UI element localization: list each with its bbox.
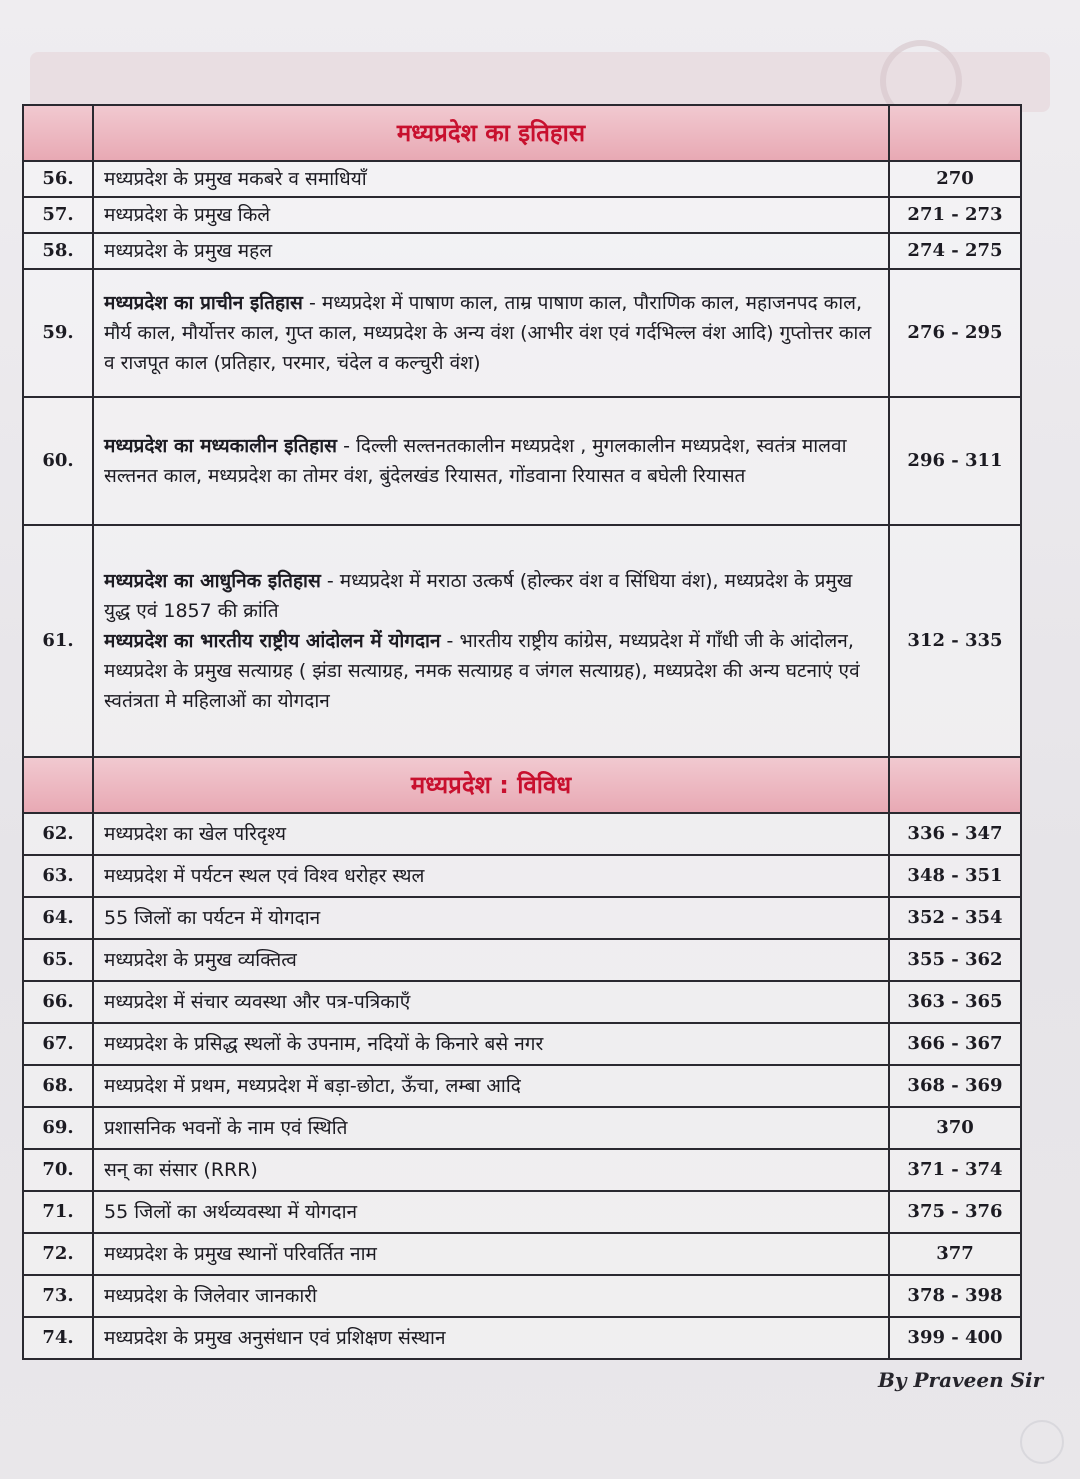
row-topic: मध्यप्रदेश के प्रमुख अनुसंधान एवं प्रशिक्षण संस्थान [93, 1317, 889, 1359]
row-pages: 375 - 376 [889, 1191, 1021, 1233]
table-row [23, 197, 1021, 233]
table-row [23, 981, 1021, 1023]
row-number: 63. [23, 855, 93, 897]
row-pages: 399 - 400 [889, 1317, 1021, 1359]
row-pages: 363 - 365 [889, 981, 1021, 1023]
table-row [23, 269, 1021, 397]
row-topic-lead: मध्यप्रदेश का आधुनिक इतिहास [104, 570, 321, 592]
row-number: 72. [23, 1233, 93, 1275]
row-number: 64. [23, 897, 93, 939]
row-number: 67. [23, 1023, 93, 1065]
table-row [23, 397, 1021, 525]
row-number: 65. [23, 939, 93, 981]
row-topic: 55 जिलों का पर्यटन में योगदान [93, 897, 889, 939]
row-pages: 378 - 398 [889, 1275, 1021, 1317]
row-topic-lead: मध्यप्रदेश का भारतीय राष्ट्रीय आंदोलन में योगदान [104, 630, 441, 652]
author-byline: By Praveen Sir [878, 1368, 1044, 1392]
row-topic: मध्यप्रदेश के प्रसिद्ध स्थलों के उपनाम, नदियों के किनारे बसे नगर [93, 1023, 889, 1065]
row-topic-detail: - मध्यप्रदेश में पाषाण काल, ताम्र पाषाण काल, पौराणिक काल, महाजनपद काल, मौर्य काल, मौर्योत्तर काल, गुप्त काल, मध्यप्रदेश के अन्य वंश (आभीर वंश एवं गर्दभिल्ल वंश आदि) गुप्तोत्तर काल व राजपूत काल (प्रतिहार, परमार, चंदेल व कल्चुरी वंश) [104, 292, 872, 374]
row-topic: मध्यप्रदेश में प्रथम, मध्यप्रदेश में बड़ा-छोटा, ऊँचा, लम्बा आदि [93, 1065, 889, 1107]
row-pages: 271 - 273 [889, 197, 1021, 233]
section-title: मध्यप्रदेश : विविध [93, 757, 889, 813]
row-topic-lead: मध्यप्रदेश का प्राचीन इतिहास [104, 292, 303, 314]
table-row [23, 1065, 1021, 1107]
section-header-miscellaneous [23, 757, 1021, 813]
table-row [23, 1191, 1021, 1233]
row-pages: 274 - 275 [889, 233, 1021, 269]
table-row [23, 525, 1021, 757]
row-topic: मध्यप्रदेश के जिलेवार जानकारी [93, 1275, 889, 1317]
table-row [23, 855, 1021, 897]
row-number: 59. [23, 269, 93, 397]
table-row [23, 1023, 1021, 1065]
table-row [23, 939, 1021, 981]
row-pages: 371 - 374 [889, 1149, 1021, 1191]
row-pages: 276 - 295 [889, 269, 1021, 397]
row-number: 69. [23, 1107, 93, 1149]
row-topic [93, 525, 889, 757]
table-row [23, 897, 1021, 939]
row-pages: 370 [889, 1107, 1021, 1149]
row-number: 74. [23, 1317, 93, 1359]
row-number: 66. [23, 981, 93, 1023]
table-row [23, 233, 1021, 269]
row-topic: 55 जिलों का अर्थव्यवस्था में योगदान [93, 1191, 889, 1233]
row-topic: मध्यप्रदेश में संचार व्यवस्था और पत्र-पत्रिकाएँ [93, 981, 889, 1023]
row-topic [93, 269, 889, 397]
row-pages: 270 [889, 161, 1021, 197]
row-topic: मध्यप्रदेश के प्रमुख स्थानों परिवर्तित नाम [93, 1233, 889, 1275]
row-number: 71. [23, 1191, 93, 1233]
row-pages: 296 - 311 [889, 397, 1021, 525]
table-row [23, 1149, 1021, 1191]
row-topic [93, 397, 889, 525]
row-number: 60. [23, 397, 93, 525]
row-number: 58. [23, 233, 93, 269]
section-title: मध्यप्रदेश का इतिहास [93, 105, 889, 161]
table-row [23, 1107, 1021, 1149]
row-pages: 366 - 367 [889, 1023, 1021, 1065]
contents-table-wrapper [22, 104, 1022, 1360]
table-row [23, 161, 1021, 197]
table-row [23, 1275, 1021, 1317]
row-number: 73. [23, 1275, 93, 1317]
row-topic: मध्यप्रदेश का खेल परिदृश्य [93, 813, 889, 855]
row-topic-detail: - दिल्ली सल्तनतकालीन मध्यप्रदेश , मुगलकालीन मध्यप्रदेश, स्वतंत्र मालवा सल्तनत काल, मध्यप्रदेश का तोमर वंश, बुंदेलखंड रियासत, गोंडवाना रियासत व बघेली रियासत [104, 435, 847, 487]
table-row [23, 1233, 1021, 1275]
row-topic: मध्यप्रदेश के प्रमुख महल [93, 233, 889, 269]
row-topic-detail: - मध्यप्रदेश में मराठा उत्कर्ष (होल्कर वंश व सिंधिया वंश), मध्यप्रदेश के प्रमुख युद्ध एवं 1857 की क्रांति [104, 570, 853, 622]
row-pages: 368 - 369 [889, 1065, 1021, 1107]
row-pages: 312 - 335 [889, 525, 1021, 757]
row-number: 68. [23, 1065, 93, 1107]
row-topic: मध्यप्रदेश के प्रमुख मकबरे व समाधियाँ [93, 161, 889, 197]
row-number: 62. [23, 813, 93, 855]
row-pages: 377 [889, 1233, 1021, 1275]
section-header-history [23, 105, 1021, 161]
row-topic: मध्यप्रदेश में पर्यटन स्थल एवं विश्व धरोहर स्थल [93, 855, 889, 897]
row-number: 61. [23, 525, 93, 757]
row-number: 56. [23, 161, 93, 197]
row-pages: 352 - 354 [889, 897, 1021, 939]
row-topic-detail: - भारतीय राष्ट्रीय कांग्रेस, मध्यप्रदेश में गाँधी जी के आंदोलन, मध्यप्रदेश के प्रमुख सत्याग्रह ( झंडा सत्याग्रह, नमक सत्याग्रह व जंगल सत्याग्रह), मध्यप्रदेश की अन्य घटनाएं एवं स्वतंत्रता मे महिलाओं का योगदान [104, 630, 860, 712]
row-pages: 355 - 362 [889, 939, 1021, 981]
row-topic: प्रशासनिक भवनों के नाम एवं स्थिति [93, 1107, 889, 1149]
contents-table [22, 104, 1022, 1360]
row-pages: 348 - 351 [889, 855, 1021, 897]
row-topic-lead: मध्यप्रदेश का मध्यकालीन इतिहास [104, 435, 338, 457]
page-corner-decoration [1020, 1420, 1064, 1464]
row-number: 57. [23, 197, 93, 233]
table-row [23, 1317, 1021, 1359]
row-topic: मध्यप्रदेश के प्रमुख व्यक्तित्व [93, 939, 889, 981]
row-topic: सन् का संसार (RRR) [93, 1149, 889, 1191]
table-row [23, 813, 1021, 855]
row-pages: 336 - 347 [889, 813, 1021, 855]
row-number: 70. [23, 1149, 93, 1191]
row-topic: मध्यप्रदेश के प्रमुख किले [93, 197, 889, 233]
